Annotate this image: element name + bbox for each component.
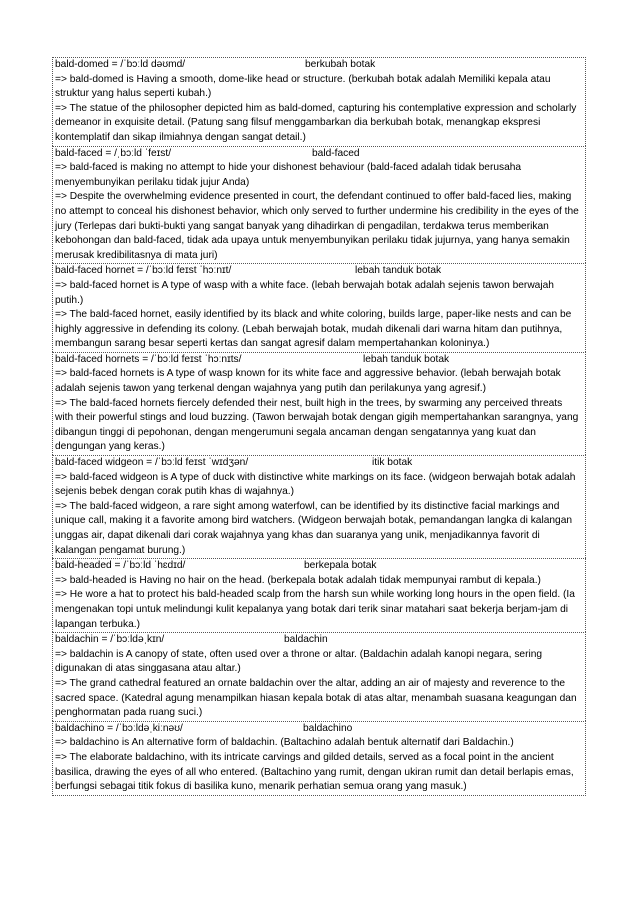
dictionary-entry	[52, 352, 586, 455]
dictionary-entry	[52, 146, 586, 264]
entry-header	[55, 58, 583, 73]
entry-term: bald-headed = /ˈbɔːld ˈhɛdɪd/	[55, 560, 186, 572]
entry-translation: berkepala botak	[304, 560, 377, 572]
entry-example: => The elaborate baldachino, with its intricate carvings and gilded details, served as a focal point in the ancient basilica, drawing the eyes of all who entered. (Baltachino yang rumit, dengan ukiran rumit dan detail berlapis emas, berfungsi sebagai titik fokus di basilika kuno, menarik perhatian semua orang yang masuk.)	[55, 751, 574, 793]
entry-header	[55, 633, 583, 648]
entry-header	[55, 353, 583, 368]
entry-example: => The bald-faced widgeon, a rare sight among waterfowl, can be identified by its distinctive facial markings and unique call, making it a favorite among bird watchers. (Widgeon berwajah botak, pemandangan langka di kalangan unggas air, dapat dikenali dari corak wajahnya yang khas dan suaranya yang unik, menjadikannya favorit di kalangan pengamat burung.)	[55, 500, 573, 556]
entry-term: bald-domed = /ˈbɔːld dəʊmd/	[55, 59, 186, 70]
entry-header	[55, 722, 583, 737]
dictionary-entry	[52, 455, 586, 558]
entry-term: baldachin = /ˈbɔːldəˌkɪn/	[55, 634, 165, 646]
entry-translation: baldachino	[303, 722, 353, 734]
entry-term: bald-faced = /ˌbɔːld ˈfeɪst/	[55, 147, 172, 159]
entry-header	[55, 264, 583, 279]
entry-translation: lebah tanduk botak	[355, 265, 442, 277]
entry-definition: => bald-faced widgeon is A type of duck with distinctive white markings on its face. (widgeon berwajah botak adalah sejenis bebek dengan corak putih khas di wajahnya.)	[55, 471, 576, 498]
dictionary-entry	[52, 558, 586, 632]
entry-example: => The bald-faced hornet, easily identified by its black and white coloring, builds large, paper-like nests and can be highly aggressive in defending its colony. (Lebah berwajah botak, mudah dikenali dari warna hitam dan putihnya, membangun sarang besar seperti kertas dan sangat agresif dalam mempertahankan koloninya.)	[55, 309, 572, 350]
entry-example: => He wore a hat to protect his bald-headed scalp from the harsh sun while working long hours in the open field. (Ia mengenakan topi untuk melindungi kulit kepalanya yang botak dari terik sinar matahari saat bekerja berjam-jam di lapangan terbuka.)	[55, 589, 575, 630]
dictionary-page	[52, 57, 586, 796]
entry-definition: => baldachino is An alternative form of baldachin. (Baltachino adalah bentuk alternatif dari Baldachin.)	[55, 737, 514, 749]
entry-definition: => bald-faced hornets is A type of wasp known for its white face and aggressive behavior. (lebah berwajah botak adalah sejenis tawon yang terkenal dengan wajahnya yang putih dan perilakunya yang agresif.)	[55, 368, 561, 395]
entry-term: bald-faced hornets = /ˈbɔːld feɪst ˈhɔːnɪts/	[55, 353, 242, 365]
dictionary-entry	[52, 57, 586, 146]
dictionary-entry	[52, 632, 586, 721]
entry-header	[55, 559, 583, 574]
entry-header	[55, 147, 583, 162]
entry-definition: => bald-faced is making no attempt to hide your dishonest behaviour (bald-faced adalah tidak berusaha menyembunyikan perilaku tidak jujur Anda)	[55, 162, 522, 188]
entry-translation: baldachin	[284, 634, 328, 646]
entry-definition: => baldachin is A canopy of state, often used over a throne or altar. (Baldachin adalah kanopi negara, sering digunakan di atas singgasana atau altar.)	[55, 648, 543, 675]
dictionary-entry	[52, 263, 586, 352]
entry-example: => Despite the overwhelming evidence presented in court, the defendant continued to offer bald-faced lies, making no attempt to conceal his dishonest behavior, which only served to further undermine his credibility in the eyes of the jury (Terlepas dari bukti-bukti yang sangat banyak yang dihadirkan di pengadilan, terdakwa terus memberikan kebohongan dan bald-faced, tidak ada upaya untuk menyembunyikan perilaku tidak jujurnya, yang hanya semakin merusak kredibilitasnya di mata juri)	[55, 191, 579, 261]
entry-translation: itik botak	[372, 457, 413, 469]
entry-translation: berkubah botak	[305, 59, 376, 70]
entry-definition: => bald-faced hornet is A type of wasp with a white face. (lebah berwajah botak adalah sejenis tawon berwajah putih.)	[55, 279, 554, 306]
entry-term: bald-faced widgeon = /ˈbɔːld feɪst ˈwɪdʒən/	[55, 457, 249, 469]
entry-term: bald-faced hornet = /ˈbɔːld feɪst ˈhɔːnɪt/	[55, 265, 232, 277]
dictionary-entry	[52, 721, 586, 796]
entry-translation: bald-faced	[312, 147, 360, 159]
entry-term: baldachino = /ˈbɔːldəˌkiːnəʊ/	[55, 722, 183, 734]
entry-header	[55, 456, 583, 471]
entry-definition: => bald-headed is Having no hair on the head. (berkepala botak adalah tidak mempunyai rambut di kepala.)	[55, 574, 541, 586]
entry-translation: lebah tanduk botak	[363, 353, 450, 365]
entry-example: => The statue of the philosopher depicted him as bald-domed, capturing his contemplative expression and scholarly demeanor in exquisite detail. (Patung sang filsuf menggambarkan dia berkubah botak, menangkap ekspresi kontemplatif dan sikap ilmiahnya dengan sangat detail.)	[55, 102, 577, 143]
entry-definition: => bald-domed is Having a smooth, dome-like head or structure. (berkubah botak adalah Memiliki kepala atau struktur yang halus seperti kubah.)	[55, 73, 551, 100]
entry-example: => The grand cathedral featured an ornate baldachin over the altar, adding an air of majesty and reverence to the sacred space. (Katedral agung menampilkan hiasan kepala botak di atas altar, menambah suasana keagungan dan penghormatan pada ruang suci.)	[55, 677, 577, 719]
entry-example: => The bald-faced hornets fiercely defended their nest, built high in the trees, by swarming any perceived threats with their powerful stings and loud buzzing. (Tawon berwajah botak dengan gigih mempertahankan sarangnya, yang dibangun tinggi di pepohonan, dengan mengerumuni segala ancaman dengan sengatannya yang kuat dan dengungan yang keras.)	[55, 397, 579, 453]
